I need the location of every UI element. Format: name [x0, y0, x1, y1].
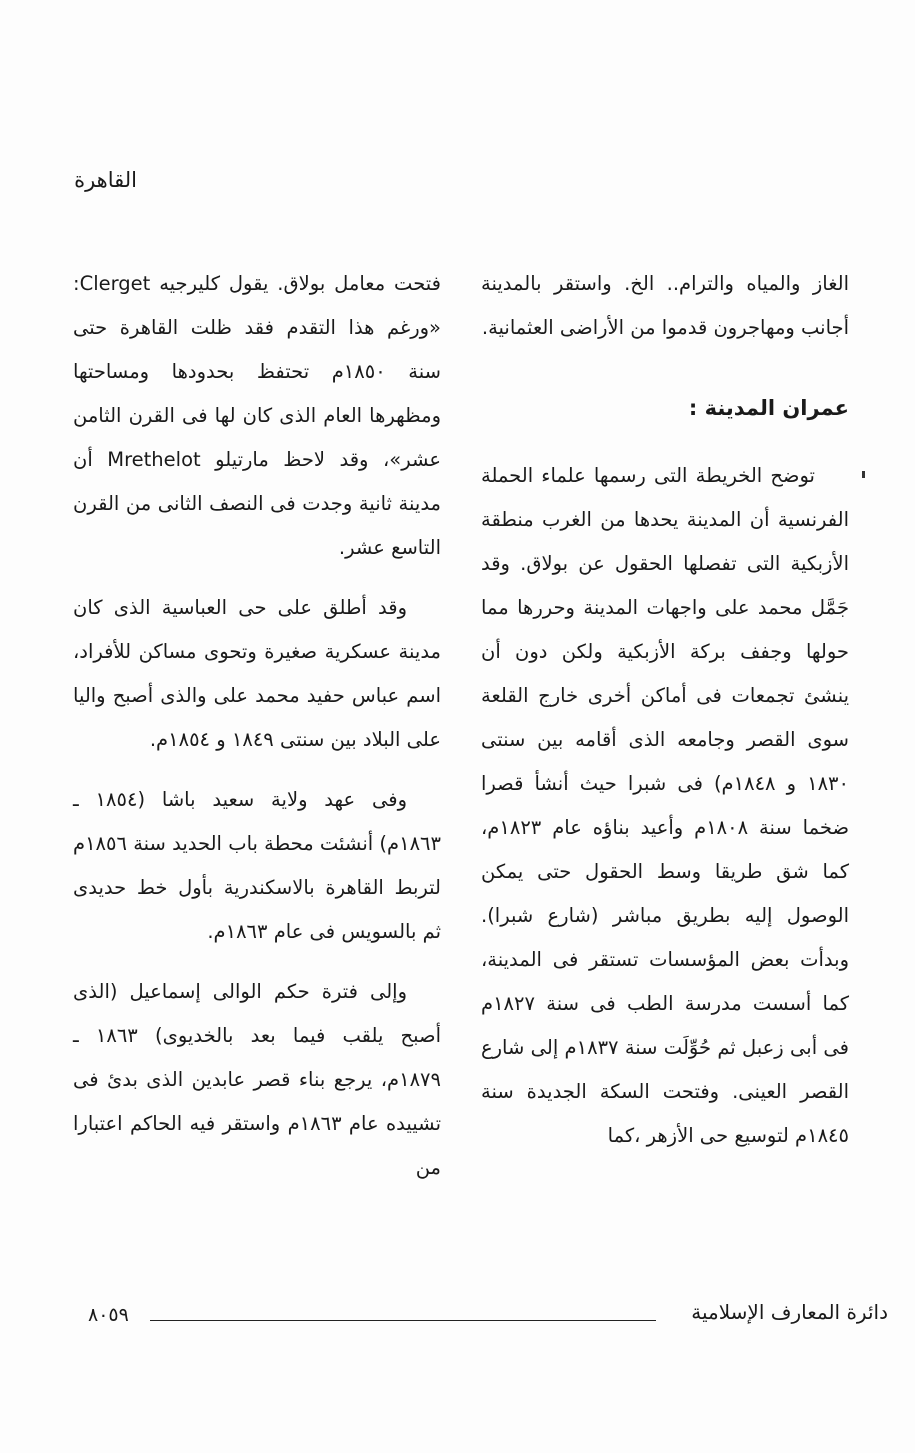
running-head-title: القاهرة — [74, 168, 137, 192]
right-paragraph-1: الغاز والمياه والترام.. الخ. واستقر بالمدينة أجانب ومهاجرون قدموا من الأراضى العثمانية. — [481, 272, 849, 339]
page-number: ٨٠٥٩ — [88, 1304, 129, 1326]
left-paragraph-2: وقد أطلق على حى العباسية الذى كان مدينة عسكرية صغيرة وتحوى مساكن للأفراد، اسم عباس حفيد محمد على والذى أصبح واليا على البلاد بين سنتى ١٨٤٩ و ١٨٥٤م. — [73, 596, 441, 751]
footer-rule — [150, 1320, 656, 1321]
section-heading: عمران المدينة : — [688, 396, 849, 420]
margin-mark — [862, 471, 865, 478]
left-paragraph-3: وفى عهد ولاية سعيد باشا (١٨٥٤ ـ ١٨٦٣م) أنشئت محطة باب الحديد سنة ١٨٥٦م لتربط القاهرة بالاسكندرية بأول خط حديدى ثم بالسويس فى عام ١٨٦٣م. — [73, 788, 441, 943]
left-column — [73, 262, 441, 1206]
page-footer — [88, 1300, 888, 1330]
right-paragraph-2: توضح الخريطة التى رسمها علماء الحملة الفرنسية أن المدينة يحدها من الغرب منطقة الأزبكية التى تفصلها الحقول عن بولاق. وقد جَمَّل محمد على واجهات المدينة وحررها مما حولها وجفف بركة الأزبكية ولكن دون أن ينشئ تجمعات فى أماكن أخرى خارج القلعة سوى القصر وجامعه الذى أقامه بين سنتى ١٨٣٠ و ١٨٤٨م) فى شبرا حيث أنشأ قصرا ضخما سنة ١٨٠٨م وأعيد بناؤه عام ١٨٢٣م، كما شق طريقا وسط الحقول حتى يمكن الوصول إليه بطريق مباشر (شارع شبرا). وبدأت بعض المؤسسات تستقر فى المدينة، كما أسست مدرسة الطب فى سنة ١٨٢٧م فى أبى زعبل ثم حُوِّلَت سنة ١٨٣٧م إلى شارع القصر العينى. وفتحت السكة الجديدة سنة ١٨٤٥م لتوسيع حى الأزهر ،كما — [481, 464, 850, 1147]
left-paragraph-4: وإلى فترة حكم الوالى إسماعيل (الذى أصبح يلقب فيما بعد بالخديوى) ١٨٦٣ ـ ١٨٧٩م، يرجع بناء قصر عابدين الذى بدئ فى تشييده عام ١٨٦٣م واستقر فيه الحاكم اعتبارا من — [73, 980, 441, 1179]
publication-title: دائرة المعارف الإسلامية — [691, 1300, 888, 1324]
left-paragraph-1: فتحت معامل بولاق. يقول كليرجيه Clerget: «ورغم هذا التقدم فقد ظلت القاهرة حتى سنة ١٨٥٠م تحتفظ بحدودها ومساحتها ومظهرها العام الذى كان لها فى القرن الثامن عشر»، وقد لاحظ مارتيلو Mrethelot أن مدينة ثانية وجدت فى النصف الثانى من القرن التاسع عشر. — [73, 272, 441, 559]
right-column — [481, 262, 849, 1174]
